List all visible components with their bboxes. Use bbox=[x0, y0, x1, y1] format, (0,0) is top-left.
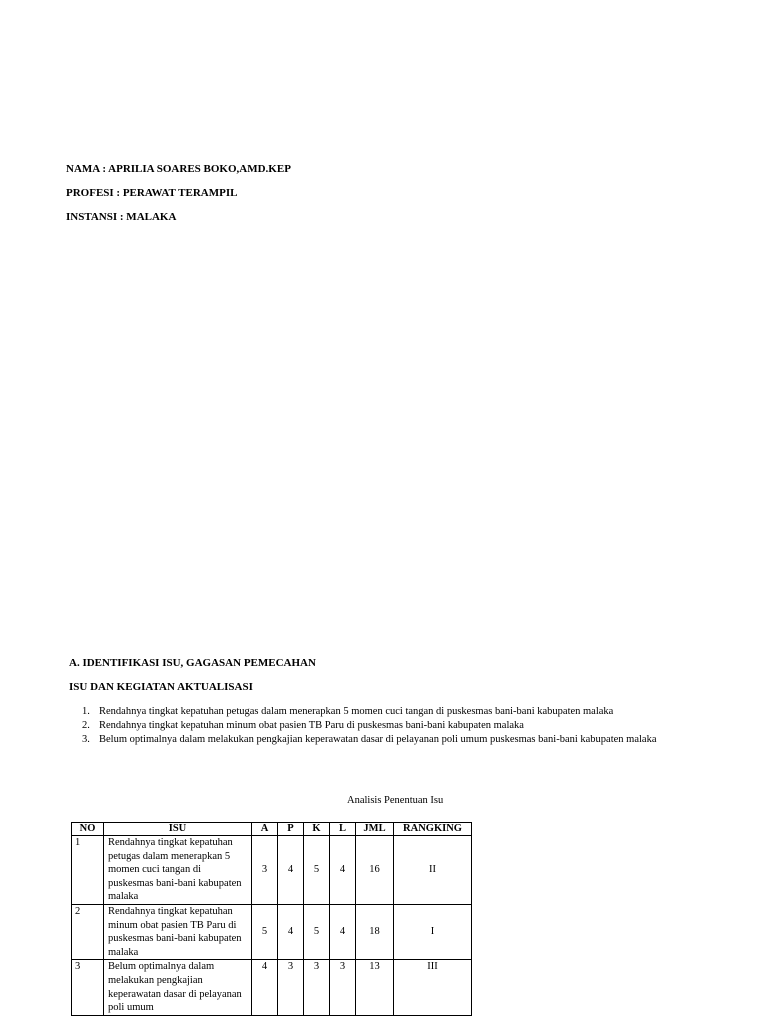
table-row bbox=[72, 960, 472, 1015]
issue-analysis-table bbox=[71, 822, 472, 1016]
cell-l: 4 bbox=[330, 904, 356, 959]
list-item-text: Rendahnya tingkat kepatuhan minum obat pasien TB Paru di puskesmas bani-bani kabupaten malaka bbox=[99, 720, 524, 731]
header-jml: JML bbox=[356, 823, 394, 836]
header-isu: ISU bbox=[104, 823, 252, 836]
list-item-number: 1. bbox=[82, 706, 90, 717]
identity-name: NAMA : APRILIA SOARES BOKO,AMD.KEP bbox=[66, 163, 291, 175]
section-subtitle: ISU DAN KEGIATAN AKTUALISASI bbox=[69, 681, 253, 693]
cell-no: 1 bbox=[72, 836, 104, 905]
cell-p: 3 bbox=[278, 960, 304, 1015]
table-row bbox=[72, 836, 472, 905]
cell-a: 5 bbox=[252, 904, 278, 959]
cell-rangking: III bbox=[394, 960, 472, 1015]
cell-a: 4 bbox=[252, 960, 278, 1015]
cell-a: 3 bbox=[252, 836, 278, 905]
cell-jml: 16 bbox=[356, 836, 394, 905]
list-item-number: 3. bbox=[82, 734, 90, 745]
identity-institution: INSTANSI : MALAKA bbox=[66, 211, 177, 223]
list-item bbox=[82, 705, 656, 719]
cell-l: 4 bbox=[330, 836, 356, 905]
cell-isu: Belum optimalnya dalam melakukan pengkajian keperawatan dasar di pelayanan poli umum bbox=[104, 960, 252, 1015]
list-item bbox=[82, 719, 656, 733]
identity-profession: PROFESI : PERAWAT TERAMPIL bbox=[66, 187, 238, 199]
cell-isu: Rendahnya tingkat kepatuhan petugas dalam menerapkan 5 momen cuci tangan di puskesmas bani-bani kabupaten malaka bbox=[104, 836, 252, 905]
list-item-number: 2. bbox=[82, 720, 90, 731]
cell-no: 2 bbox=[72, 904, 104, 959]
cell-jml: 13 bbox=[356, 960, 394, 1015]
header-p: P bbox=[278, 823, 304, 836]
table-row bbox=[72, 904, 472, 959]
table-caption: Analisis Penentuan Isu bbox=[347, 795, 444, 806]
cell-isu: Rendahnya tingkat kepatuhan minum obat pasien TB Paru di puskesmas bani-bani kabupaten malaka bbox=[104, 904, 252, 959]
cell-k: 5 bbox=[304, 836, 330, 905]
issue-list bbox=[82, 705, 656, 747]
cell-p: 4 bbox=[278, 904, 304, 959]
header-l: L bbox=[330, 823, 356, 836]
cell-k: 5 bbox=[304, 904, 330, 959]
cell-jml: 18 bbox=[356, 904, 394, 959]
list-item-text: Rendahnya tingkat kepatuhan petugas dalam menerapkan 5 momen cuci tangan di puskesmas bani-bani kabupaten malaka bbox=[99, 706, 614, 717]
header-a: A bbox=[252, 823, 278, 836]
table-header-row bbox=[72, 823, 472, 836]
list-item bbox=[82, 733, 656, 747]
cell-l: 3 bbox=[330, 960, 356, 1015]
header-rangking: RANGKING bbox=[394, 823, 472, 836]
header-k: K bbox=[304, 823, 330, 836]
header-no: NO bbox=[72, 823, 104, 836]
cell-p: 4 bbox=[278, 836, 304, 905]
list-item-text: Belum optimalnya dalam melakukan pengkajian keperawatan dasar di pelayanan poli umum puskesmas bani-bani kabupaten malaka bbox=[99, 734, 657, 745]
cell-k: 3 bbox=[304, 960, 330, 1015]
cell-no: 3 bbox=[72, 960, 104, 1015]
cell-rangking: I bbox=[394, 904, 472, 959]
cell-rangking: II bbox=[394, 836, 472, 905]
section-title: A. IDENTIFIKASI ISU, GAGASAN PEMECAHAN bbox=[69, 657, 316, 669]
